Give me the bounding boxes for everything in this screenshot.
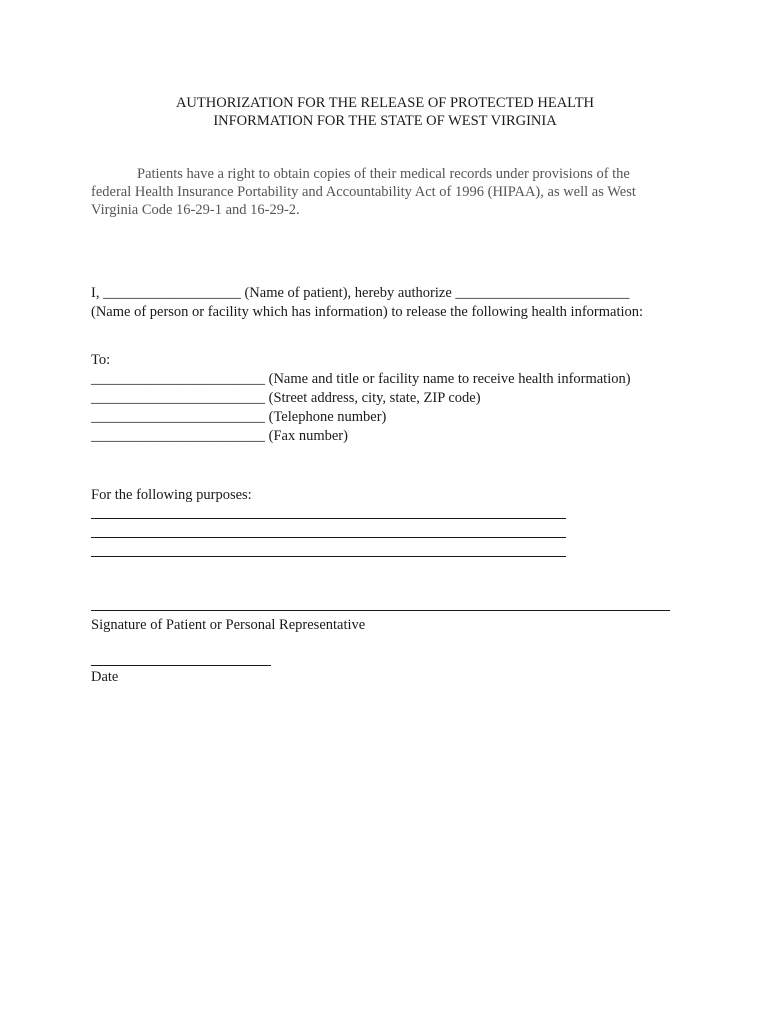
purposes-label: For the following purposes: xyxy=(91,487,252,503)
date-label: Date xyxy=(91,669,119,685)
authorize-line-1: I, ___________________ (Name of patient), hereby authorize ________________________ xyxy=(91,285,630,301)
to-field-recipient-name: ________________________ (Name and title or facility name to receive health information) xyxy=(91,371,631,387)
title-line-2: INFORMATION FOR THE STATE OF WEST VIRGINIA xyxy=(213,113,557,129)
purpose-blank-line-1 xyxy=(91,518,566,519)
title-line-1: AUTHORIZATION FOR THE RELEASE OF PROTECTED HEALTH xyxy=(175,95,595,111)
intro-line-2: federal Health Insurance Portability and Accountability Act of 1996 (HIPAA), as well as West xyxy=(91,184,636,200)
purpose-blank-line-2 xyxy=(91,537,566,538)
date-blank-line xyxy=(91,665,271,666)
authorize-line-2: (Name of person or facility which has information) to release the following health information: xyxy=(91,304,644,320)
to-field-fax: ________________________ (Fax number) xyxy=(91,428,348,444)
signature-label: Signature of Patient or Personal Representative xyxy=(91,617,366,633)
to-field-telephone: ________________________ (Telephone number) xyxy=(91,409,387,425)
intro-line-1: Patients have a right to obtain copies of their medical records under provisions of the xyxy=(137,166,630,182)
intro-line-3: Virginia Code 16-29-1 and 16-29-2. xyxy=(91,202,300,218)
intro-paragraph xyxy=(91,165,681,219)
document-title xyxy=(0,94,770,130)
to-field-address: ________________________ (Street address, city, state, ZIP code) xyxy=(91,390,481,406)
signature-blank-line xyxy=(91,610,670,611)
to-label: To: xyxy=(91,352,111,368)
purpose-blank-line-3 xyxy=(91,556,566,557)
